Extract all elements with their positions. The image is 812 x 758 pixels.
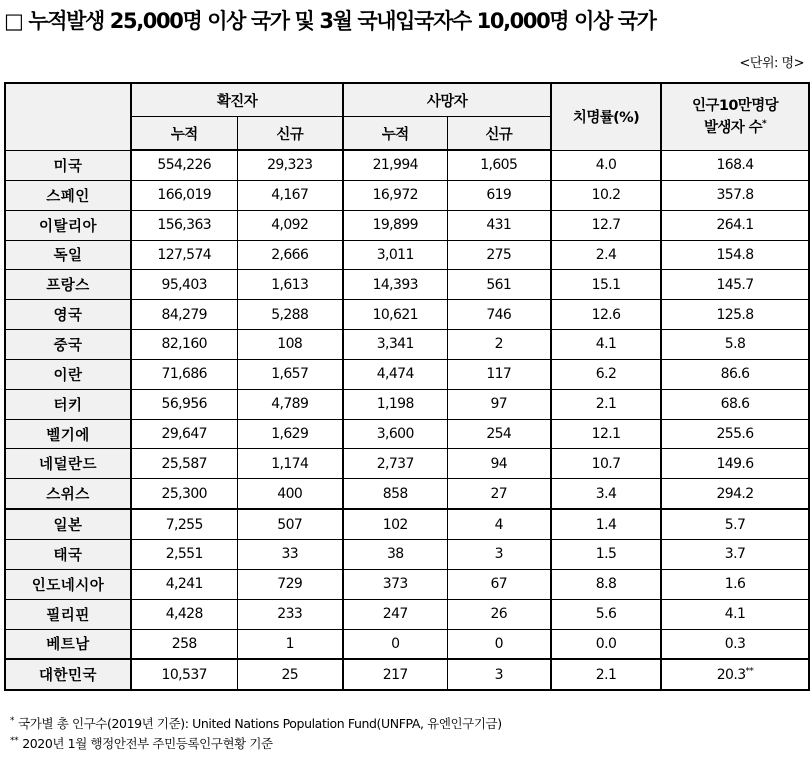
country-cell [5,389,131,419]
per100k-header-line2: 발생자 수 [703,119,763,136]
confirmed-cumulative-cell-value: 29,647 [161,426,207,443]
deaths-cumulative-cell-value: 14,393 [372,276,418,293]
deaths-cumulative-cell-value: 102 [382,516,408,533]
country-header [5,83,131,150]
per100k-cell-value: 68.6 [720,396,750,413]
confirmed-new-cell-value: 233 [277,606,303,623]
country-cell [5,509,131,539]
deaths-new-cell [447,359,551,389]
country-cell [5,569,131,599]
deaths-cumulative-cell [343,359,447,389]
deaths-new-cell [447,419,551,449]
deaths-new-cell [447,330,551,360]
deaths-new-cell [447,479,551,509]
confirmed-cumulative-cell-value: 56,956 [161,396,207,413]
country-cell [5,659,131,690]
deaths-cumulative-cell-value: 247 [382,606,408,623]
confirmed-cumulative-cell-value: 84,279 [161,306,207,323]
country-cell [5,449,131,479]
fatality-rate-cell-value: 15.1 [591,276,621,293]
confirmed-new-cell-value: 729 [277,576,303,593]
confirmed-cumulative-cell-value: 4,241 [165,576,203,593]
confirmed-new-cell [237,569,343,599]
confirmed-new-cell [237,659,343,690]
confirmed-cumulative-cell [131,240,237,270]
deaths-new-header: 신규 [447,117,551,151]
confirmed-new-cell [237,240,343,270]
country-cell-value: 스페인 [46,188,90,205]
fatality-rate-cell [551,569,661,599]
per100k-cell [661,629,809,659]
deaths-cumulative-cell-value: 1,198 [376,396,414,413]
deaths-new-cell-value: 619 [486,187,512,204]
confirmed-new-cell-value: 29,323 [267,157,313,174]
confirmed-cumulative-cell-value: 10,537 [161,666,207,683]
table-row [5,270,809,300]
per100k-cell-value: 154.8 [716,246,754,263]
confirmed-new-cell-value: 4,167 [271,187,309,204]
deaths-new-cell [447,180,551,210]
page-title: □ 누적발생 25,000명 이상 국가 및 3월 국내입국자수 10,000명 이상 국가 [4,9,656,33]
fatality-rate-header: 치명률(%) [551,83,661,150]
confirmed-cumulative-cell [131,569,237,599]
confirmed-new-cell [237,389,343,419]
table-row [5,509,809,539]
per100k-cell [661,300,809,330]
country-cell-value: 베트남 [46,637,90,654]
confirmed-new-cell-value: 1,174 [271,455,309,472]
per100k-cell-value: 86.6 [720,366,750,383]
per100k-header [661,83,809,150]
country-cell [5,629,131,659]
deaths-cumulative-cell-value: 3,600 [376,426,414,443]
per100k-cell [661,389,809,419]
per100k-header-line1: 인구10만명당 [692,97,779,114]
per100k-cell-value: 255.6 [716,426,754,443]
country-cell [5,210,131,240]
country-cell [5,300,131,330]
deaths-cumulative-cell-value: 217 [382,666,408,683]
country-cell [5,270,131,300]
deaths-cumulative-cell [343,569,447,599]
deaths-new-cell [447,210,551,240]
per100k-cell-value: 294.2 [716,485,754,502]
per100k-cell [661,330,809,360]
deaths-new-cell-value: 275 [486,246,512,263]
deaths-new-cell [447,150,551,180]
confirmed-cumulative-header: 누적 [131,117,237,151]
deaths-cumulative-cell-value: 21,994 [372,157,418,174]
fatality-rate-cell-value: 12.6 [591,306,621,323]
deaths-cumulative-cell-value: 19,899 [372,217,418,234]
deaths-new-cell-value: 3 [494,546,503,563]
confirmed-cumulative-cell-value: 25,300 [161,485,207,502]
country-cell-value: 태국 [53,547,83,564]
fatality-rate-cell [551,300,661,330]
deaths-new-cell-value: 2 [494,336,503,353]
confirmed-new-cell [237,419,343,449]
country-cell [5,599,131,629]
table-row [5,150,809,180]
deaths-new-cell-value: 94 [490,455,508,472]
deaths-cumulative-cell [343,270,447,300]
fatality-rate-cell-value: 6.2 [595,366,617,383]
per100k-cell [661,569,809,599]
per100k-cell [661,150,809,180]
deaths-new-cell [447,389,551,419]
fatality-rate-cell [551,449,661,479]
per100k-cell [661,659,809,690]
country-cell-value: 일본 [53,518,83,535]
per100k-cell [661,449,809,479]
deaths-cumulative-cell [343,629,447,659]
deaths-new-cell-value: 431 [486,217,512,234]
deaths-cumulative-cell [343,300,447,330]
country-cell [5,150,131,180]
table-row [5,539,809,569]
deaths-new-cell [447,300,551,330]
fatality-rate-cell-value: 1.4 [595,516,617,533]
confirmed-new-cell [237,150,343,180]
country-cell-value: 이란 [53,367,83,384]
confirmed-cumulative-cell-value: 2,551 [165,546,203,563]
per100k-cell [661,509,809,539]
confirmed-cumulative-cell-value: 4,428 [165,606,203,623]
deaths-new-cell [447,599,551,629]
table-row [5,389,809,419]
confirmed-cumulative-cell-value: 554,226 [157,157,212,174]
confirmed-cumulative-cell-value: 71,686 [161,366,207,383]
deaths-new-cell [447,629,551,659]
fatality-rate-cell-value: 1.5 [595,546,617,563]
table-row [5,359,809,389]
country-cell [5,539,131,569]
fatality-rate-cell-value: 10.2 [591,187,621,204]
confirmed-cumulative-cell [131,419,237,449]
fatality-rate-cell [551,509,661,539]
deaths-new-cell-value: 254 [486,426,512,443]
confirmed-new-cell [237,449,343,479]
deaths-header: 사망자 [343,83,551,117]
confirmed-new-cell-value: 5,288 [271,306,309,323]
fatality-rate-cell-value: 8.8 [595,576,617,593]
confirmed-new-cell [237,539,343,569]
per100k-cell-value: 20.3 [716,666,746,683]
per100k-cell-value: 168.4 [716,157,754,174]
per100k-header-mark: * [762,118,767,129]
deaths-cumulative-cell-value: 373 [382,576,408,593]
footnote-population-text: 국가별 총 인구수(2019년 기준): United Nations Population Fund(UNFPA, 유엔인구기금) [18,716,502,731]
confirmed-new-cell [237,270,343,300]
per100k-cell-value: 357.8 [716,187,754,204]
per100k-cell-value: 0.3 [724,635,746,652]
deaths-new-cell-value: 561 [486,276,512,293]
confirmed-cumulative-cell-value: 258 [171,635,197,652]
deaths-new-cell-value: 1,605 [480,157,518,174]
confirmed-cumulative-cell [131,359,237,389]
confirmed-cumulative-cell [131,210,237,240]
confirmed-cumulative-cell [131,270,237,300]
table-row [5,330,809,360]
footnote-korea [10,734,273,752]
table-row [5,659,809,690]
footnote-korea-mark: ** [10,735,19,746]
confirmed-cumulative-cell-value: 127,574 [157,246,212,263]
confirmed-cumulative-cell [131,389,237,419]
per100k-cell [661,240,809,270]
deaths-cumulative-cell [343,180,447,210]
fatality-rate-cell-value: 4.1 [595,336,617,353]
deaths-cumulative-cell [343,479,447,509]
confirmed-cumulative-cell [131,150,237,180]
per100k-cell [661,270,809,300]
confirmed-header: 확진자 [131,83,343,117]
deaths-new-cell-value: 26 [490,606,508,623]
confirmed-cumulative-cell-value: 166,019 [157,187,212,204]
fatality-rate-cell [551,330,661,360]
confirmed-cumulative-cell [131,449,237,479]
fatality-rate-cell [551,659,661,690]
fatality-rate-cell-value: 12.7 [591,217,621,234]
deaths-cumulative-cell-value: 4,474 [376,366,414,383]
deaths-new-cell-value: 67 [490,576,508,593]
confirmed-new-cell-value: 1,629 [271,426,309,443]
deaths-new-cell [447,539,551,569]
country-cell-value: 미국 [53,158,83,175]
fatality-rate-cell [551,389,661,419]
fatality-rate-cell [551,359,661,389]
confirmed-cumulative-cell [131,599,237,629]
confirmed-new-cell-value: 4,789 [271,396,309,413]
confirmed-new-cell-value: 33 [281,546,299,563]
country-cell-value: 영국 [53,308,83,325]
confirmed-new-cell [237,599,343,629]
confirmed-new-cell [237,300,343,330]
deaths-new-cell-value: 746 [486,306,512,323]
fatality-rate-cell [551,240,661,270]
deaths-new-cell [447,240,551,270]
fatality-rate-cell [551,270,661,300]
per100k-cell-value: 264.1 [716,217,754,234]
fatality-rate-cell [551,479,661,509]
deaths-new-cell-value: 117 [486,366,512,383]
confirmed-cumulative-cell-value: 82,160 [161,336,207,353]
deaths-cumulative-cell [343,539,447,569]
confirmed-cumulative-cell [131,330,237,360]
confirmed-new-cell [237,330,343,360]
per100k-cell-value: 5.8 [724,336,746,353]
deaths-cumulative-cell-value: 0 [391,635,400,652]
deaths-cumulative-header: 누적 [343,117,447,151]
per100k-cell [661,359,809,389]
deaths-cumulative-cell-value: 16,972 [372,187,418,204]
confirmed-new-cell [237,210,343,240]
country-cell-value: 독일 [53,248,83,265]
country-cell-value: 이탈리아 [38,218,98,235]
table-row [5,629,809,659]
confirmed-new-cell-value: 400 [277,485,303,502]
per100k-cell-value: 1.6 [724,576,746,593]
covid-stats-table [4,82,810,691]
deaths-cumulative-cell [343,330,447,360]
deaths-new-cell [447,569,551,599]
table-row [5,449,809,479]
deaths-new-cell [447,449,551,479]
per100k-cell-value: 5.7 [724,516,746,533]
country-cell-value: 터키 [53,397,83,414]
deaths-new-cell-value: 97 [490,396,508,413]
confirmed-new-cell [237,359,343,389]
fatality-rate-cell-value: 0.0 [595,635,617,652]
confirmed-cumulative-cell [131,509,237,539]
confirmed-cumulative-cell [131,629,237,659]
per100k-cell [661,479,809,509]
unit-note: <단위: 명> [739,56,804,71]
country-cell [5,330,131,360]
table-row [5,300,809,330]
country-cell-value: 인도네시아 [31,577,105,594]
deaths-new-cell-value: 4 [494,516,503,533]
country-cell [5,359,131,389]
table-row [5,419,809,449]
confirmed-cumulative-cell [131,479,237,509]
deaths-cumulative-cell-value: 3,011 [376,246,414,263]
deaths-new-cell-value: 0 [494,635,503,652]
confirmed-cumulative-cell [131,539,237,569]
per100k-cell-value: 125.8 [716,306,754,323]
country-cell [5,180,131,210]
deaths-cumulative-cell [343,240,447,270]
country-cell [5,240,131,270]
country-cell-value: 네덜란드 [38,457,98,474]
per100k-cell-value: 149.6 [716,455,754,472]
confirmed-new-cell [237,509,343,539]
deaths-new-cell-value: 3 [494,666,503,683]
confirmed-cumulative-cell [131,659,237,690]
confirmed-cumulative-cell-value: 156,363 [157,217,212,234]
confirmed-cumulative-cell-value: 95,403 [161,276,207,293]
deaths-new-cell [447,659,551,690]
fatality-rate-cell-value: 2.4 [595,246,617,263]
deaths-new-cell [447,270,551,300]
confirmed-new-cell [237,629,343,659]
confirmed-new-cell [237,180,343,210]
per100k-cell-value: 4.1 [724,606,746,623]
fatality-rate-cell [551,539,661,569]
fatality-rate-cell-value: 2.1 [595,396,617,413]
table-row [5,599,809,629]
footnote-korea-text: 2020년 1월 행정안전부 주민등록인구현황 기준 [22,736,273,751]
table-row [5,569,809,599]
confirmed-new-cell-value: 2,666 [271,246,309,263]
country-cell-value: 중국 [53,337,83,354]
fatality-rate-cell-value: 12.1 [591,426,621,443]
confirmed-new-cell-value: 4,092 [271,217,309,234]
country-cell [5,419,131,449]
fatality-rate-cell-value: 2.1 [595,666,617,683]
confirmed-cumulative-cell [131,180,237,210]
per100k-mark: ** [745,666,754,677]
per100k-cell [661,599,809,629]
per100k-cell [661,180,809,210]
table-row [5,479,809,509]
per100k-cell-value: 3.7 [724,546,746,563]
deaths-cumulative-cell [343,599,447,629]
table-row [5,180,809,210]
fatality-rate-cell [551,210,661,240]
confirmed-new-cell-value: 1,657 [271,366,309,383]
confirmed-new-cell-value: 108 [277,336,303,353]
fatality-rate-cell [551,629,661,659]
fatality-rate-cell [551,150,661,180]
confirmed-new-cell-value: 1,613 [271,276,309,293]
confirmed-cumulative-cell-value: 25,587 [161,455,207,472]
deaths-cumulative-cell [343,210,447,240]
deaths-cumulative-cell-value: 858 [382,485,408,502]
per100k-cell [661,539,809,569]
deaths-cumulative-cell [343,150,447,180]
fatality-rate-cell-value: 5.6 [595,606,617,623]
deaths-cumulative-cell-value: 3,341 [376,336,414,353]
deaths-cumulative-cell-value: 10,621 [372,306,418,323]
deaths-new-cell-value: 27 [490,485,508,502]
deaths-cumulative-cell-value: 2,737 [376,455,414,472]
country-cell-value: 프랑스 [46,278,90,295]
footnote-population-mark: * [10,715,15,726]
per100k-cell [661,210,809,240]
fatality-rate-cell [551,180,661,210]
confirmed-new-cell [237,479,343,509]
header-row-top [5,83,809,117]
fatality-rate-cell [551,599,661,629]
country-cell-value: 스위스 [46,487,90,504]
confirmed-new-cell-value: 507 [277,516,303,533]
country-cell-value: 대한민국 [38,668,98,685]
deaths-cumulative-cell [343,389,447,419]
country-cell-value: 벨기에 [46,427,90,444]
country-cell-value: 필리핀 [46,607,90,624]
country-cell [5,479,131,509]
deaths-new-cell [447,509,551,539]
deaths-cumulative-cell [343,449,447,479]
per100k-cell-value: 145.7 [716,276,754,293]
deaths-cumulative-cell [343,419,447,449]
confirmed-new-cell-value: 25 [281,666,299,683]
deaths-cumulative-cell [343,659,447,690]
table-row [5,240,809,270]
confirmed-new-cell-value: 1 [285,635,294,652]
table-body [5,150,809,690]
deaths-cumulative-cell [343,509,447,539]
confirmed-cumulative-cell-value: 7,255 [165,516,203,533]
footnote-population [10,714,502,732]
confirmed-cumulative-cell [131,300,237,330]
per100k-cell [661,419,809,449]
fatality-rate-cell-value: 4.0 [595,157,617,174]
fatality-rate-cell-value: 3.4 [595,485,617,502]
confirmed-new-header: 신규 [237,117,343,151]
fatality-rate-cell-value: 10.7 [591,455,621,472]
table-row [5,210,809,240]
fatality-rate-cell [551,419,661,449]
deaths-cumulative-cell-value: 38 [386,546,404,563]
